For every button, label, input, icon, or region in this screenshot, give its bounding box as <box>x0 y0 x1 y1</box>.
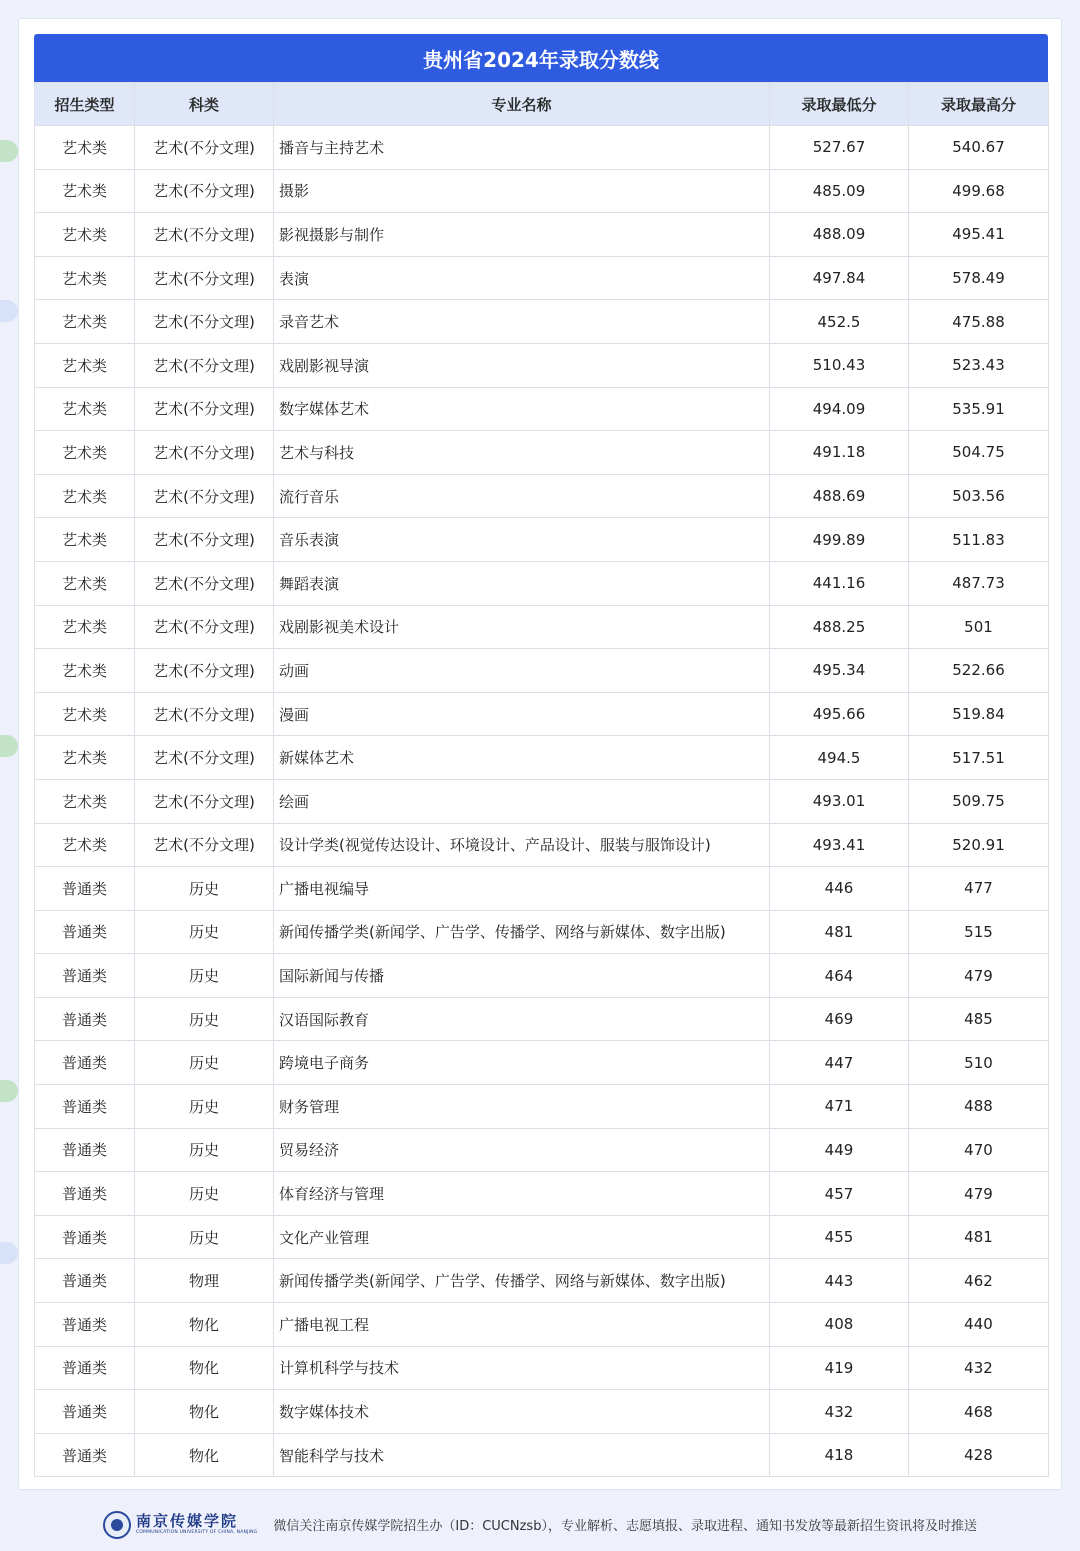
cell-min-score: 499.89 <box>770 518 909 562</box>
cell-max-score: 479 <box>909 954 1049 998</box>
cell-subject-category: 历史 <box>135 1041 274 1085</box>
cell-admission-type: 艺术类 <box>35 126 135 170</box>
cell-subject-category: 历史 <box>135 1215 274 1259</box>
cell-major-name: 漫画 <box>274 692 770 736</box>
score-card <box>18 18 1062 1490</box>
cell-max-score: 509.75 <box>909 779 1049 823</box>
cell-min-score: 457 <box>770 1172 909 1216</box>
table-row <box>35 1303 1049 1347</box>
logo-name-en: COMMUNICATION UNIVERSITY OF CHINA, NANJING <box>136 1530 258 1535</box>
cell-max-score: 470 <box>909 1128 1049 1172</box>
table-row <box>35 1259 1049 1303</box>
table-row <box>35 431 1049 475</box>
cell-max-score: 504.75 <box>909 431 1049 475</box>
cell-max-score: 535.91 <box>909 387 1049 431</box>
cell-max-score: 495.41 <box>909 213 1049 257</box>
cell-min-score: 446 <box>770 867 909 911</box>
cell-max-score: 468 <box>909 1390 1049 1434</box>
table-row <box>35 910 1049 954</box>
table-row <box>35 300 1049 344</box>
cell-subject-category: 历史 <box>135 1172 274 1216</box>
cell-admission-type: 艺术类 <box>35 387 135 431</box>
footer-note: 微信关注南京传媒学院招生办（ID：CUCNzsb），专业解析、志愿填报、录取进程、通知书发放等最新招生资讯将及时推送 <box>273 1519 977 1534</box>
table-row <box>35 561 1049 605</box>
table-row <box>35 474 1049 518</box>
cell-min-score: 497.84 <box>770 256 909 300</box>
cell-max-score: 578.49 <box>909 256 1049 300</box>
cell-admission-type: 艺术类 <box>35 343 135 387</box>
cell-admission-type: 艺术类 <box>35 649 135 693</box>
cell-min-score: 464 <box>770 954 909 998</box>
cell-major-name: 表演 <box>274 256 770 300</box>
table-row <box>35 1346 1049 1390</box>
cell-major-name: 数字媒体艺术 <box>274 387 770 431</box>
table-row <box>35 1085 1049 1129</box>
table-row <box>35 692 1049 736</box>
page-title: 贵州省2024年录取分数线 <box>34 34 1048 82</box>
cell-admission-type: 普通类 <box>35 1259 135 1303</box>
cell-max-score: 510 <box>909 1041 1049 1085</box>
cell-admission-type: 普通类 <box>35 997 135 1041</box>
cell-min-score: 488.09 <box>770 213 909 257</box>
cell-subject-category: 艺术(不分文理) <box>135 736 274 780</box>
cell-min-score: 510.43 <box>770 343 909 387</box>
cell-min-score: 494.5 <box>770 736 909 780</box>
cell-major-name: 设计学类(视觉传达设计、环境设计、产品设计、服装与服饰设计) <box>274 823 770 867</box>
table-row <box>35 518 1049 562</box>
table-row <box>35 779 1049 823</box>
cell-max-score: 488 <box>909 1085 1049 1129</box>
cell-major-name: 文化产业管理 <box>274 1215 770 1259</box>
cell-min-score: 419 <box>770 1346 909 1390</box>
cell-max-score: 503.56 <box>909 474 1049 518</box>
cell-major-name: 戏剧影视导演 <box>274 343 770 387</box>
cell-major-name: 播音与主持艺术 <box>274 126 770 170</box>
cell-min-score: 449 <box>770 1128 909 1172</box>
cell-admission-type: 普通类 <box>35 1215 135 1259</box>
cell-subject-category: 艺术(不分文理) <box>135 474 274 518</box>
cell-major-name: 新闻传播学类(新闻学、广告学、传播学、网络与新媒体、数字出版) <box>274 1259 770 1303</box>
cell-subject-category: 艺术(不分文理) <box>135 431 274 475</box>
table-row <box>35 736 1049 780</box>
cell-max-score: 515 <box>909 910 1049 954</box>
cell-admission-type: 艺术类 <box>35 518 135 562</box>
cell-admission-type: 普通类 <box>35 910 135 954</box>
table-row <box>35 256 1049 300</box>
cell-min-score: 443 <box>770 1259 909 1303</box>
cell-min-score: 471 <box>770 1085 909 1129</box>
decor-tab <box>0 1080 18 1102</box>
cell-admission-type: 普通类 <box>35 1085 135 1129</box>
cell-min-score: 488.69 <box>770 474 909 518</box>
university-logo <box>103 1511 257 1539</box>
cell-min-score: 527.67 <box>770 126 909 170</box>
cell-subject-category: 艺术(不分文理) <box>135 343 274 387</box>
cell-admission-type: 普通类 <box>35 867 135 911</box>
cell-admission-type: 普通类 <box>35 1172 135 1216</box>
cell-subject-category: 艺术(不分文理) <box>135 823 274 867</box>
table-row <box>35 1390 1049 1434</box>
cell-min-score: 495.34 <box>770 649 909 693</box>
header-major-name: 专业名称 <box>274 83 770 126</box>
cell-admission-type: 艺术类 <box>35 169 135 213</box>
cell-major-name: 体育经济与管理 <box>274 1172 770 1216</box>
cell-major-name: 新媒体艺术 <box>274 736 770 780</box>
cell-major-name: 摄影 <box>274 169 770 213</box>
cell-subject-category: 艺术(不分文理) <box>135 126 274 170</box>
cell-min-score: 485.09 <box>770 169 909 213</box>
cell-subject-category: 艺术(不分文理) <box>135 518 274 562</box>
cell-subject-category: 历史 <box>135 1128 274 1172</box>
cell-admission-type: 普通类 <box>35 1433 135 1477</box>
cell-subject-category: 物理 <box>135 1259 274 1303</box>
cell-min-score: 488.25 <box>770 605 909 649</box>
cell-max-score: 462 <box>909 1259 1049 1303</box>
table-row <box>35 387 1049 431</box>
cell-min-score: 408 <box>770 1303 909 1347</box>
cell-admission-type: 艺术类 <box>35 431 135 475</box>
cell-min-score: 494.09 <box>770 387 909 431</box>
cell-subject-category: 艺术(不分文理) <box>135 561 274 605</box>
table-row <box>35 649 1049 693</box>
cell-max-score: 540.67 <box>909 126 1049 170</box>
cell-subject-category: 物化 <box>135 1390 274 1434</box>
cell-major-name: 汉语国际教育 <box>274 997 770 1041</box>
cell-max-score: 432 <box>909 1346 1049 1390</box>
cell-major-name: 国际新闻与传播 <box>274 954 770 998</box>
cell-subject-category: 艺术(不分文理) <box>135 256 274 300</box>
cell-major-name: 贸易经济 <box>274 1128 770 1172</box>
cell-major-name: 新闻传播学类(新闻学、广告学、传播学、网络与新媒体、数字出版) <box>274 910 770 954</box>
cell-admission-type: 艺术类 <box>35 605 135 649</box>
cell-subject-category: 艺术(不分文理) <box>135 213 274 257</box>
table-row <box>35 169 1049 213</box>
table-row <box>35 343 1049 387</box>
cell-admission-type: 普通类 <box>35 1128 135 1172</box>
cell-subject-category: 物化 <box>135 1433 274 1477</box>
decor-tab <box>0 1242 18 1264</box>
cell-max-score: 440 <box>909 1303 1049 1347</box>
table-row <box>35 605 1049 649</box>
cell-admission-type: 艺术类 <box>35 736 135 780</box>
cell-max-score: 487.73 <box>909 561 1049 605</box>
cell-subject-category: 物化 <box>135 1346 274 1390</box>
logo-name-cn: 南京传媒学院 <box>136 1512 239 1530</box>
cell-min-score: 493.41 <box>770 823 909 867</box>
cell-min-score: 455 <box>770 1215 909 1259</box>
decor-tab <box>0 735 18 757</box>
cell-admission-type: 艺术类 <box>35 213 135 257</box>
cell-min-score: 495.66 <box>770 692 909 736</box>
cell-major-name: 绘画 <box>274 779 770 823</box>
cell-admission-type: 普通类 <box>35 1346 135 1390</box>
cell-subject-category: 艺术(不分文理) <box>135 779 274 823</box>
table-row <box>35 867 1049 911</box>
cell-major-name: 音乐表演 <box>274 518 770 562</box>
cell-max-score: 520.91 <box>909 823 1049 867</box>
cell-max-score: 501 <box>909 605 1049 649</box>
header-subject-category: 科类 <box>135 83 274 126</box>
cell-min-score: 447 <box>770 1041 909 1085</box>
cell-max-score: 511.83 <box>909 518 1049 562</box>
cell-min-score: 469 <box>770 997 909 1041</box>
cell-major-name: 流行音乐 <box>274 474 770 518</box>
cell-major-name: 数字媒体技术 <box>274 1390 770 1434</box>
cell-subject-category: 历史 <box>135 954 274 998</box>
cell-admission-type: 普通类 <box>35 954 135 998</box>
cell-major-name: 影视摄影与制作 <box>274 213 770 257</box>
cell-max-score: 523.43 <box>909 343 1049 387</box>
table-row <box>35 997 1049 1041</box>
cell-major-name: 戏剧影视美术设计 <box>274 605 770 649</box>
cell-major-name: 广播电视工程 <box>274 1303 770 1347</box>
cell-admission-type: 艺术类 <box>35 474 135 518</box>
cell-subject-category: 艺术(不分文理) <box>135 300 274 344</box>
table-row <box>35 823 1049 867</box>
cell-max-score: 475.88 <box>909 300 1049 344</box>
cell-min-score: 481 <box>770 910 909 954</box>
table-row <box>35 1215 1049 1259</box>
cell-admission-type: 艺术类 <box>35 300 135 344</box>
header-max-score: 录取最高分 <box>909 83 1049 126</box>
cell-max-score: 485 <box>909 997 1049 1041</box>
cell-subject-category: 艺术(不分文理) <box>135 649 274 693</box>
cell-major-name: 艺术与科技 <box>274 431 770 475</box>
cell-admission-type: 艺术类 <box>35 823 135 867</box>
cell-min-score: 441.16 <box>770 561 909 605</box>
table-row <box>35 1041 1049 1085</box>
cell-min-score: 432 <box>770 1390 909 1434</box>
cell-admission-type: 普通类 <box>35 1390 135 1434</box>
cell-max-score: 428 <box>909 1433 1049 1477</box>
table-row <box>35 213 1049 257</box>
cell-subject-category: 历史 <box>135 867 274 911</box>
cell-subject-category: 历史 <box>135 910 274 954</box>
cell-max-score: 499.68 <box>909 169 1049 213</box>
table-row <box>35 1172 1049 1216</box>
cell-admission-type: 普通类 <box>35 1303 135 1347</box>
cell-min-score: 418 <box>770 1433 909 1477</box>
cell-subject-category: 艺术(不分文理) <box>135 387 274 431</box>
cell-admission-type: 艺术类 <box>35 256 135 300</box>
cell-major-name: 舞蹈表演 <box>274 561 770 605</box>
header-admission-type: 招生类型 <box>35 83 135 126</box>
cell-subject-category: 历史 <box>135 997 274 1041</box>
table-row <box>35 1128 1049 1172</box>
cell-min-score: 493.01 <box>770 779 909 823</box>
cell-major-name: 跨境电子商务 <box>274 1041 770 1085</box>
footer <box>0 1498 1080 1551</box>
cell-major-name: 智能科学与技术 <box>274 1433 770 1477</box>
table-body <box>35 126 1049 1477</box>
cell-max-score: 481 <box>909 1215 1049 1259</box>
cell-major-name: 广播电视编导 <box>274 867 770 911</box>
cell-subject-category: 艺术(不分文理) <box>135 169 274 213</box>
university-seal-icon <box>103 1511 131 1539</box>
cell-max-score: 479 <box>909 1172 1049 1216</box>
table-row <box>35 1433 1049 1477</box>
cell-admission-type: 艺术类 <box>35 779 135 823</box>
score-table <box>34 82 1049 1477</box>
cell-max-score: 517.51 <box>909 736 1049 780</box>
cell-min-score: 452.5 <box>770 300 909 344</box>
table-row <box>35 126 1049 170</box>
cell-subject-category: 艺术(不分文理) <box>135 692 274 736</box>
decor-tab <box>0 140 18 162</box>
cell-max-score: 477 <box>909 867 1049 911</box>
cell-admission-type: 艺术类 <box>35 561 135 605</box>
header-min-score: 录取最低分 <box>770 83 909 126</box>
cell-subject-category: 历史 <box>135 1085 274 1129</box>
cell-subject-category: 物化 <box>135 1303 274 1347</box>
cell-major-name: 动画 <box>274 649 770 693</box>
decor-tab <box>0 300 18 322</box>
cell-admission-type: 艺术类 <box>35 692 135 736</box>
cell-major-name: 录音艺术 <box>274 300 770 344</box>
cell-min-score: 491.18 <box>770 431 909 475</box>
cell-major-name: 计算机科学与技术 <box>274 1346 770 1390</box>
table-row <box>35 954 1049 998</box>
cell-max-score: 519.84 <box>909 692 1049 736</box>
cell-subject-category: 艺术(不分文理) <box>135 605 274 649</box>
cell-max-score: 522.66 <box>909 649 1049 693</box>
cell-major-name: 财务管理 <box>274 1085 770 1129</box>
cell-admission-type: 普通类 <box>35 1041 135 1085</box>
table-header-row <box>35 83 1049 126</box>
